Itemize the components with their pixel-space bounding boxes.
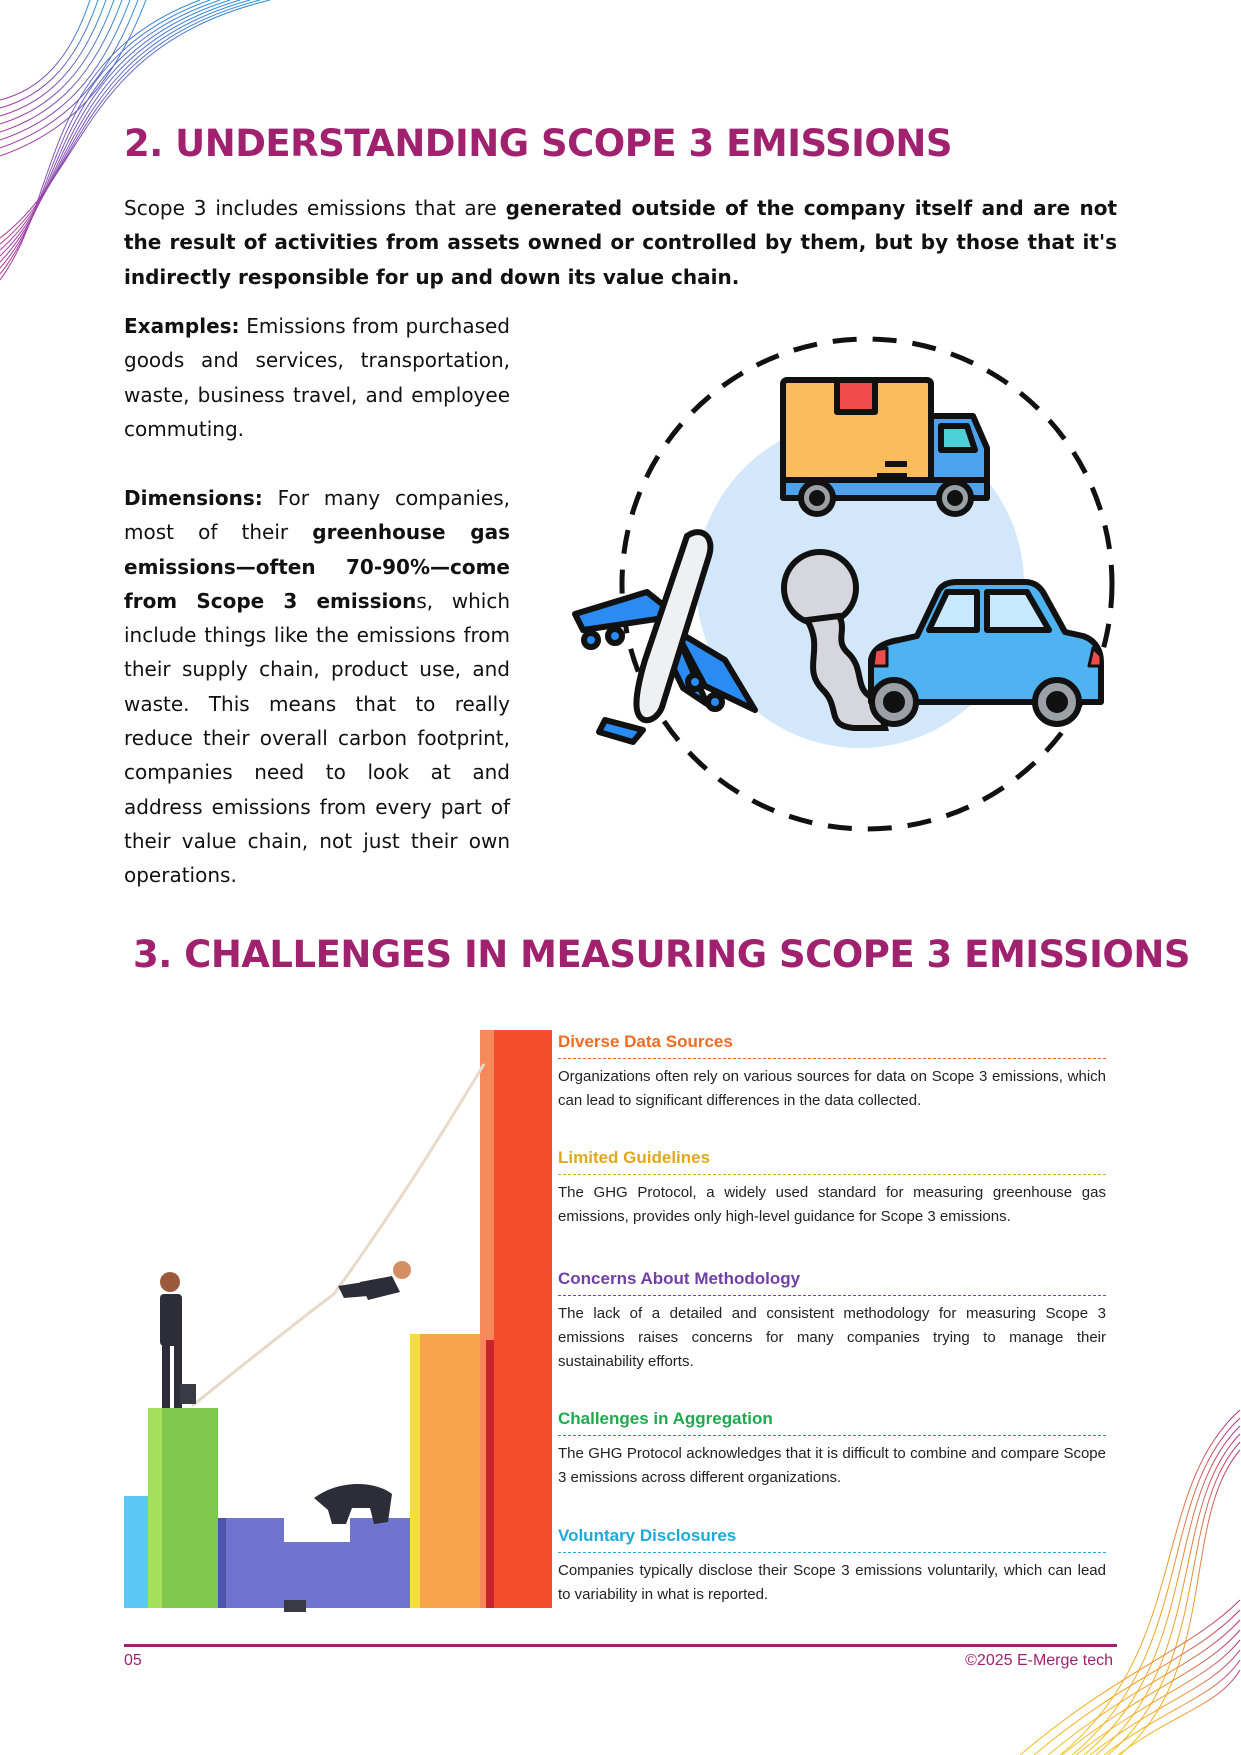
section-2-title: 2. UNDERSTANDING SCOPE 3 EMISSIONS	[124, 122, 952, 165]
definition-lead: Scope 3 includes emissions that are	[124, 196, 506, 220]
challenge-divider-2	[558, 1174, 1106, 1175]
page-number: 05	[124, 1652, 142, 1669]
challenge-title-3: Concerns About Methodology	[558, 1269, 801, 1288]
challenge-item-5	[558, 1526, 1106, 1607]
section-3-title: 3. CHALLENGES IN MEASURING SCOPE 3 EMISSIONS	[133, 933, 1190, 976]
climbing-bar-chart-illustration	[124, 1024, 552, 1612]
challenge-divider-1	[558, 1058, 1106, 1059]
climbing-businessman	[338, 1261, 411, 1300]
challenge-item-1	[558, 1032, 1106, 1113]
challenge-title-5: Voluntary Disclosures	[558, 1526, 737, 1545]
challenge-item-3	[558, 1269, 1106, 1374]
challenge-text-1: Organizations often rely on various sources for data on Scope 3 emissions, which can lead to significant differences in the data collected.	[558, 1068, 1106, 1109]
challenge-title-1: Diverse Data Sources	[558, 1032, 733, 1051]
challenge-title-4: Challenges in Aggregation	[558, 1409, 773, 1428]
dimensions-paragraph	[124, 481, 510, 893]
dimensions-emphasis: greenhouse gas emissions—often 70-90%—come from Scope 3 emission	[124, 520, 510, 613]
examples-text: Emissions from purchased goods and services, transportation, waste, business travel, and employee commuting.	[124, 314, 510, 441]
definition-emphasis: generated outside of the company itself and are not the result of activities from assets owned or controlled by them, but by those that it's indirectly responsible for up and down its value chain.	[124, 196, 1117, 289]
dimensions-label: Dimensions:	[124, 486, 263, 510]
examples-paragraph	[124, 309, 510, 446]
challenge-item-4	[558, 1409, 1106, 1490]
challenge-text-4: The GHG Protocol acknowledges that it is difficult to combine and compare Scope 3 emissions across different organizations.	[558, 1445, 1106, 1486]
challenge-divider-4	[558, 1435, 1106, 1436]
transport-illustration	[555, 330, 1125, 840]
challenge-divider-3	[558, 1295, 1106, 1296]
delivery-truck-icon	[783, 380, 987, 514]
dimensions-text-2: s, which include things like the emissions from their supply chain, product use, and waste. This means that to really reduce their overall carbon footprint, companies need to look at and address emissions from every part of their value chain, not just their own operations.	[124, 588, 511, 888]
examples-label: Examples:	[124, 314, 240, 338]
challenge-text-5: Companies typically disclose their Scope 3 emissions voluntarily, which can lead to variability in what is reported.	[558, 1562, 1106, 1603]
copyright-notice: ©2025 E-Merge tech	[965, 1652, 1113, 1669]
dimensions-text-1: For many companies, most of their	[124, 486, 510, 545]
standing-businessman	[160, 1272, 196, 1408]
challenge-text-2: The GHG Protocol, a widely used standard for measuring greenhouse gas emissions, provides only high-level guidance for Scope 3 emissions.	[558, 1184, 1106, 1225]
challenge-text-3: The lack of a detailed and consistent methodology for measuring Scope 3 emissions raises concerns for many companies trying to manage their sustainability efforts.	[558, 1305, 1106, 1370]
challenge-title-2: Limited Guidelines	[558, 1148, 711, 1167]
challenge-item-2	[558, 1148, 1106, 1229]
challenge-divider-5	[558, 1552, 1106, 1553]
scope3-definition	[124, 191, 1117, 294]
footer-divider	[124, 1644, 1117, 1647]
